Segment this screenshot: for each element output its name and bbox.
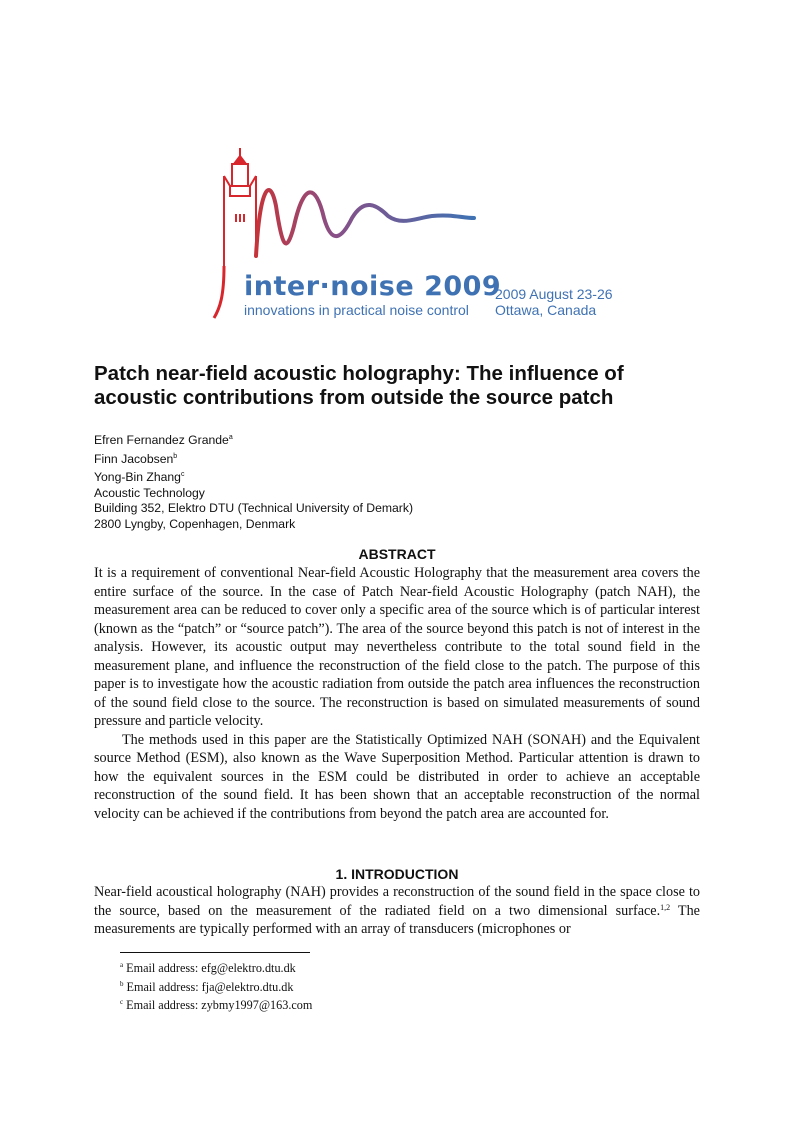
conference-date: 2009 August 23-26 [495,286,613,302]
footnote-divider [120,952,310,953]
footnote: $^b$ Email address: fja@elektro.dtu.dk [120,979,294,994]
footnote: $^a$ Email address: efg@elektro.dtu.dk [120,961,296,975]
affiliation-line: Acoustic Technology [94,485,205,500]
abstract-paragraph-2: The methods used in this paper are the Statistically Optimized NAH (SONAH) and the Equivalent source Method (ESM), also known as the Wave Superposition Method. Particular attention is drawn to how the equivalent sources in the ESM could be distributed in order to achieve an acceptable reconstruction of the sound field. It has been shown that an acceptable reconstruction of the normal velocity can be achieved if the contributions from beyond the patch area are accounted for. [94,731,700,822]
author-block [94,430,413,532]
footnote: $^c$ Email address: zybmy1997@163.com [120,998,313,1012]
conference-logo [212,146,632,322]
author-3: Yong-Bin Zhang$^c$ [94,470,185,484]
logo-tagline: innovations in practical noise control [244,302,469,318]
affiliation-line: Building 352, Elektro DTU (Technical University of Demark) [94,501,414,515]
author-1: Efren Fernandez Grande$^a$ [94,433,233,447]
abstract-paragraph-1: It is a requirement of conventional Near-field Acoustic Holography that the measurement area covers the entire surface of the source. In the case of Patch Near-field Acoustic Holography (patch NAH), the measurement area can be reduced to cover only a specific area of the source which is of particular interest (known as the “patch” or “source patch”). The area of the source beyond this patch is not of interest in the analysis. However, its acoustic output may nevertheless contribute to the total sound field in the measurement plane, and influence the reconstruction of the field close to the patch. The purpose of this paper is to investigate how the acoustic radiation from outside the patch area influences the reconstruction of the sound field close to the source. The reconstruction is based on simulated measurements of sound pressure and particle velocity. [94,565,700,729]
affiliation-line: 2800 Lyngby, Copenhagen, Denmark [94,516,296,531]
introduction-body [94,883,700,939]
citation-ref: 1,2 [660,902,671,912]
abstract-heading: ABSTRACT [358,546,436,562]
paper-title: Patch near-field acoustic holography: The influence of acoustic contributions from outside the source patch [94,362,624,409]
author-2: Finn Jacobsen$^b$ [94,451,178,466]
introduction-heading: 1. INTRODUCTION [335,866,459,882]
logo-name: inter·noise 2009 [244,271,502,302]
footnotes [120,958,312,1014]
conference-place: Ottawa, Canada [495,302,597,318]
abstract-body [94,564,700,823]
introduction-paragraph: Near-field acoustical holography (NAH) provides a reconstruction of the sound field in the space close to the source, based on the measurement of the radiated field on a two dimensional surface.$^{1,2}$ The measurements are typically performed with an array of transducers (microphones or [94,884,700,937]
wave-graphic [256,190,474,256]
